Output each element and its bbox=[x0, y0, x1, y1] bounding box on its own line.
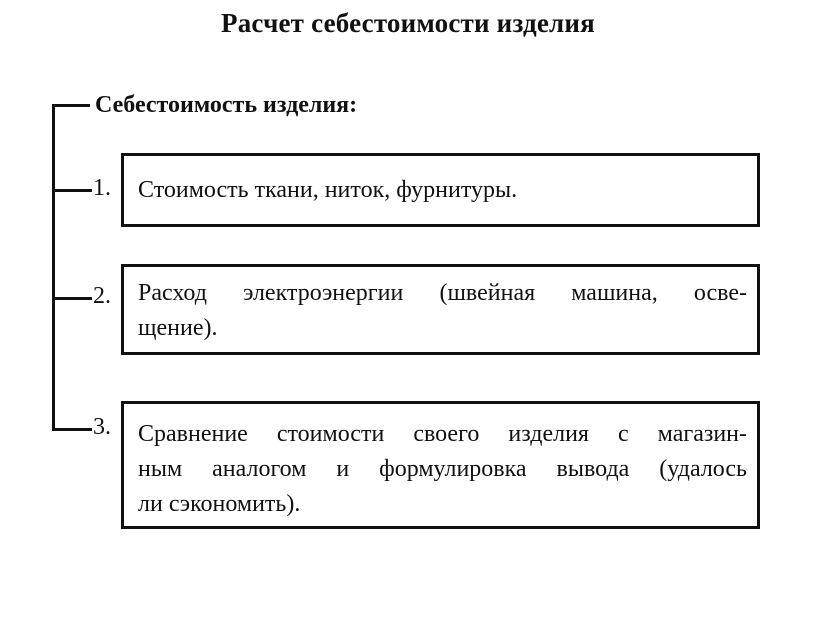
item-text-1-line-1: Стоимость ткани, ниток, фурнитуры. bbox=[138, 177, 518, 203]
item-box-1 bbox=[121, 153, 760, 227]
item-number-3: 3. bbox=[93, 414, 111, 440]
item-number-1: 1. bbox=[93, 175, 111, 201]
item-text-3-line-1: Сравнение стоимости своего изделия с магазин- bbox=[138, 421, 747, 447]
root-connector bbox=[52, 104, 90, 107]
tree-trunk-line bbox=[52, 105, 55, 430]
item-box-2 bbox=[121, 264, 760, 355]
item-box-3 bbox=[121, 401, 760, 529]
diagram-title: Расчет себестоимости изделия bbox=[221, 8, 595, 38]
branch-connector-3 bbox=[52, 428, 92, 431]
item-text-3-line-3: ли сэкономить). bbox=[138, 491, 301, 517]
branch-connector-2 bbox=[52, 297, 92, 300]
item-text-2-line-1: Расход электроэнергии (швейная машина, осве- bbox=[138, 280, 747, 306]
root-label: Себестоимость изделия: bbox=[95, 92, 358, 118]
branch-connector-1 bbox=[52, 189, 92, 192]
item-text-2-line-2: щение). bbox=[138, 315, 218, 341]
item-text-3-line-2: ным аналогом и формулировка вывода (удалось bbox=[138, 456, 747, 482]
item-number-2: 2. bbox=[93, 283, 111, 309]
